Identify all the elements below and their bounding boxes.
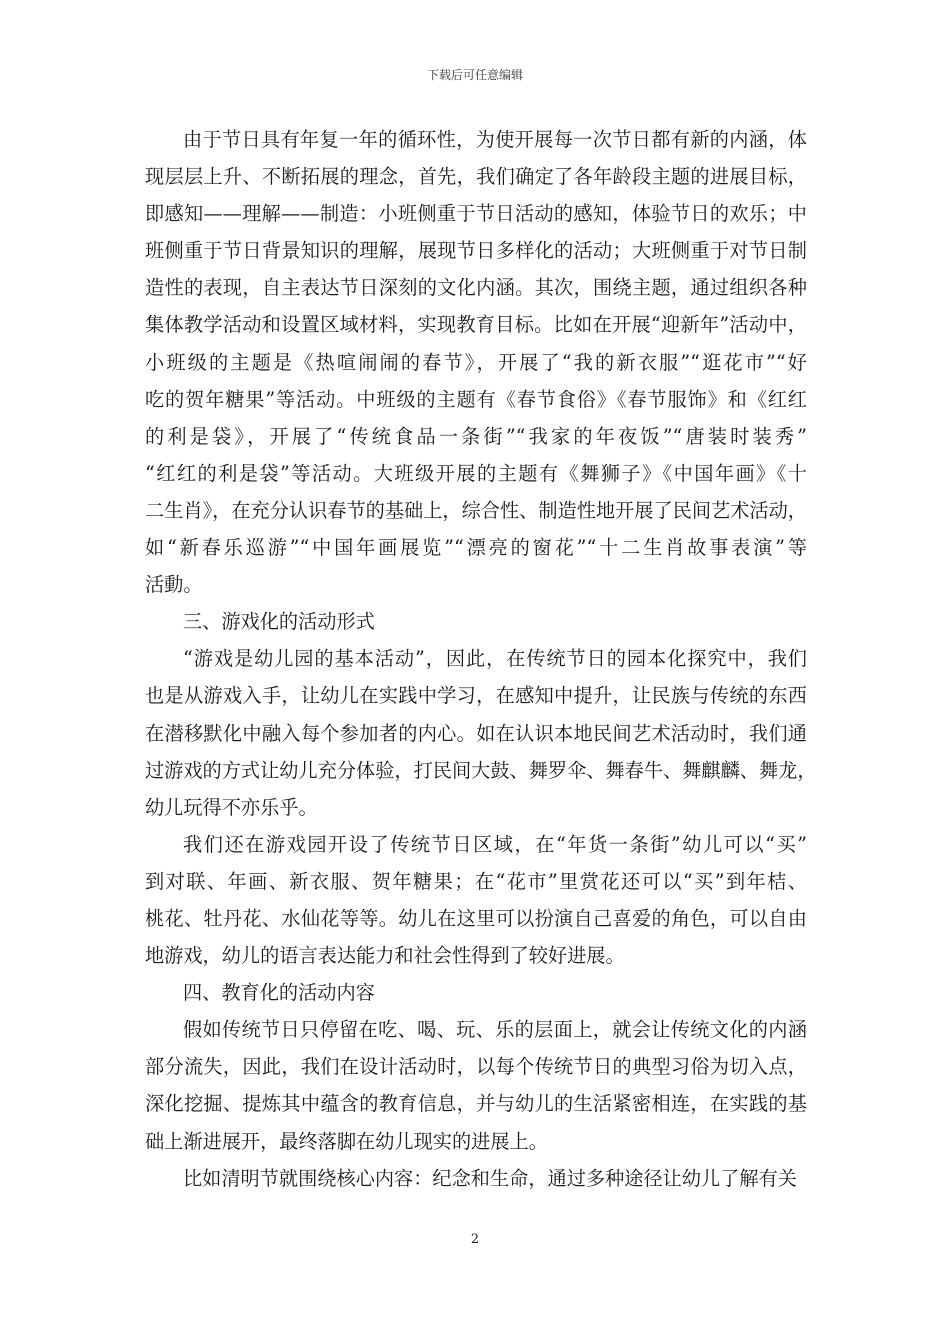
text-line: 也是从游戏入手，让幼儿在实践中学习，在感知中提升，让民族与传统的东西 xyxy=(145,684,807,708)
text-line: 班侧重于节日背景知识的理解，展现节日多样化的活动；大班侧重于对节日制 xyxy=(145,239,807,263)
text-line: “红红的利是袋”等活动。大班级开展的主题有《舞狮子》《中国年画》《十 xyxy=(145,461,807,485)
paragraph xyxy=(145,640,817,825)
page-number: 2 xyxy=(470,1232,480,1247)
text-line: 现层层上升、不断拓展的理念，首先，我们确定了各年龄段主题的进展目标， xyxy=(145,165,807,189)
text-line: 部分流失，因此，我们在设计活动时，以每个传统节日的典型习俗为切入点， xyxy=(145,1055,807,1079)
text-line: 四、教育化的活动内容 xyxy=(183,981,375,1005)
text-line: 造性的表现，自主表达节日深刻的文化内涵。其次，围绕主题，通过组织各种 xyxy=(145,276,807,300)
text-line: 小班级的主题是《热喧闹闹的春节》，开展了“我的新衣服”“逛花市”“好 xyxy=(145,350,807,374)
text-line: 集体教学活动和设置区域材料，实现教育目标。比如在开展“迎新年”活动中， xyxy=(145,313,807,337)
text-line: 如“新春乐巡游”“中国年画展览”“漂亮的窗花”“十二生肖故事表演”等 xyxy=(145,536,807,560)
text-line: 假如传统节日只停留在吃、喝、玩、乐的层面上，就会让传统文化的内涵 xyxy=(183,1018,807,1042)
text-line: 活動。 xyxy=(145,573,203,597)
text-line: 幼儿玩得不亦乐乎。 xyxy=(145,795,318,819)
text-line: 础上渐进展开，最终落脚在幼儿现实的进展上。 xyxy=(145,1129,548,1153)
paragraph xyxy=(145,826,807,974)
paragraph xyxy=(145,603,807,640)
paragraph xyxy=(145,121,807,603)
text-line: 比如清明节就围绕核心内容：纪念和生命，通过多种途径让幼儿了解有关 xyxy=(183,1166,797,1190)
paragraph xyxy=(145,1011,807,1159)
text-line: 深化挖掘、提炼其中蕴含的教育信息，并与幼儿的生活紧密相连，在实践的基 xyxy=(145,1092,807,1116)
text-line: 由于节日具有年复一年的循环性，为使开展每一次节日都有新的内涵，体 xyxy=(183,128,807,151)
text-line: 桃花、牡丹花、水仙花等等。幼儿在这里可以扮演自己喜爱的角色，可以自由 xyxy=(145,906,807,930)
text-line: 我们还在游戏园开设了传统节日区域，在“年货一条街”幼儿可以“买” xyxy=(183,832,807,856)
text-line: 到对联、年画、新衣服、贺年糖果；在“花市”里赏花还可以“买”到年桔、 xyxy=(145,869,807,893)
text-line: 三、游戏化的活动形式 xyxy=(183,610,375,634)
text-line: “游戏是幼儿园的基本活动”，因此，在传统节日的园本化探究中，我们 xyxy=(183,647,807,671)
text-line: 吃的贺年糖果”等活动。中班级的主题有《春节食俗》《春节服饰》和《红红 xyxy=(145,387,807,411)
document-body xyxy=(145,121,817,1197)
text-line: 二生肖》，在充分认识春节的基础上，综合性、制造性地开展了民间艺术活动， xyxy=(145,498,807,522)
text-line: 即感知——理解——制造：小班侧重于节日活动的感知，体验节日的欢乐；中 xyxy=(145,202,807,226)
page-header: 下载后可任意编辑 xyxy=(426,68,523,82)
text-line: 的利是袋》，开展了“传统食品一条街”“我家的年夜饭”“唐装时装秀” xyxy=(145,424,807,448)
text-line: 过游戏的方式让幼儿充分体验，打民间大鼓、舞罗伞、舞春牛、舞麒麟、舞龙， xyxy=(145,758,817,782)
paragraph xyxy=(145,974,807,1011)
text-line: 地游戏，幼儿的语言表达能力和社会性得到了较好进展。 xyxy=(145,944,625,968)
paragraph xyxy=(145,1160,807,1197)
text-line: 在潜移默化中融入每个参加者的内心。如在认识本地民间艺术活动时，我们通 xyxy=(145,721,807,745)
